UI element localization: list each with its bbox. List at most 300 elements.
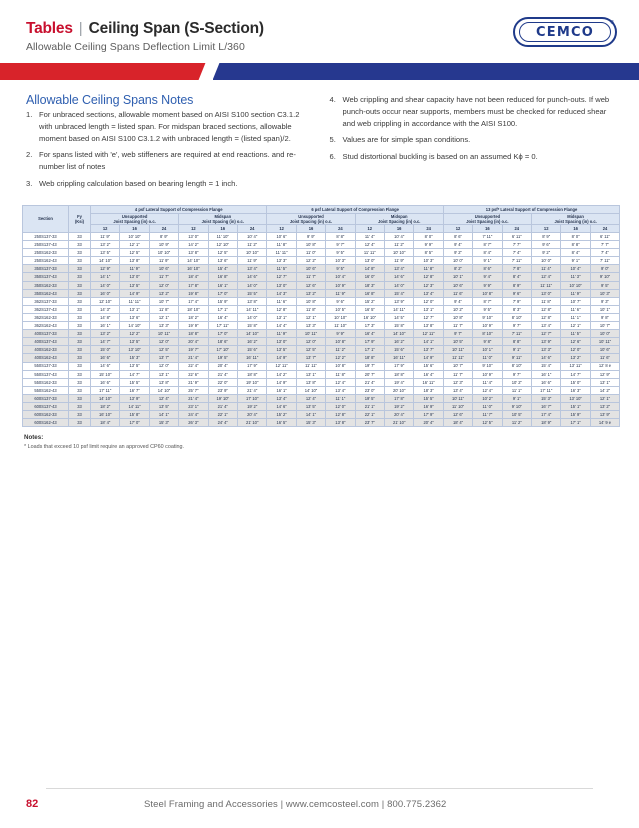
cell-span-value: 11' 11": [355, 249, 384, 257]
cell-span-value: 14' 11": [237, 305, 266, 313]
cell-span-value: 12' 2": [296, 257, 325, 265]
cell-span-value: 8' 7": [473, 241, 502, 249]
cell-span-value: 9' 3": [590, 297, 619, 305]
cell-span-value: 16' 6": [532, 378, 561, 386]
cell-span-value: 17' 8": [384, 394, 413, 402]
cell-span-value: 13' 1": [149, 370, 178, 378]
cell-span-value: 13' 4": [443, 386, 472, 394]
cell-span-value: 10' 10": [384, 249, 413, 257]
footer-text: Steel Framing and Accessories | www.cemcosteel.com | 800.775.2362: [144, 798, 447, 810]
cell-section: 350S162-33: [23, 281, 69, 289]
cell-span-value: 9' 6": [326, 297, 355, 305]
cell-span-value: 11' 2": [502, 419, 531, 427]
cell-span-value: 10' 0": [590, 330, 619, 338]
cell-span-value: 16' 1": [267, 386, 296, 394]
cell-span-value: 11' 8": [414, 265, 443, 273]
cell-span-value: 10' 9": [473, 370, 502, 378]
cell-span-value: 15' 6": [237, 346, 266, 354]
cell-span-value: 13' 4": [532, 322, 561, 330]
cell-span-value: 23' 0": [355, 386, 384, 394]
cell-span-value: 13' 10": [120, 346, 149, 354]
subgroup-header-3-2: Midspan Joist Spacing (in) o.c.: [532, 213, 620, 224]
cell-span-value: 20' 4": [208, 362, 237, 370]
cell-span-value: 21' 4": [208, 370, 237, 378]
cell-span-value: 10' 6": [149, 265, 178, 273]
cell-span-value: 17' 11": [91, 386, 120, 394]
cell-fy: 33: [69, 394, 91, 402]
cell-span-value: 13' 4": [237, 265, 266, 273]
cell-span-value: 12' 10": [208, 241, 237, 249]
cell-span-value: 12' 3": [414, 281, 443, 289]
note-item: [26, 149, 312, 173]
cell-span-value: 10' 4": [561, 265, 590, 273]
cell-span-value: 9' 8": [590, 313, 619, 321]
cell-span-value: 17' 10": [208, 346, 237, 354]
cell-span-value: 16' 4": [208, 313, 237, 321]
banner-red-segment: [0, 63, 206, 80]
cell-span-value: 13' 4": [414, 289, 443, 297]
subgroup-header-2-2: Midspan Joist Spacing (in) o.c.: [355, 213, 443, 224]
cell-span-value: 16' 8": [355, 289, 384, 297]
cell-span-value: 8' 10": [473, 330, 502, 338]
cell-span-value: 11' 4": [473, 378, 502, 386]
cell-span-value: 23' 9": [208, 386, 237, 394]
cell-span-value: 12' 8": [326, 411, 355, 419]
cell-span-value: 9' 1": [502, 346, 531, 354]
table-footnotes: [0, 427, 639, 450]
cell-span-value: 26' 3": [179, 419, 208, 427]
cell-span-value: 11' 2": [384, 241, 413, 249]
notes-column-left: [26, 93, 312, 195]
cell-span-value: 12' 1": [561, 322, 590, 330]
cell-span-value: 11' 7": [443, 322, 472, 330]
cell-span-value: 15' 4": [208, 265, 237, 273]
table-row: [23, 322, 620, 330]
cell-span-value: 12' 9": [590, 370, 619, 378]
cell-span-value: 15' 8": [384, 322, 413, 330]
cell-span-value: 13' 5": [120, 362, 149, 370]
cell-span-value: 9' 7": [502, 322, 531, 330]
cell-span-value: 13' 1": [267, 313, 296, 321]
cell-span-value: 21' 4": [237, 386, 266, 394]
cell-span-value: 11' 6": [267, 297, 296, 305]
table-row: [23, 346, 620, 354]
cell-span-value: 22' 1": [208, 411, 237, 419]
cell-span-value: 10' 10": [237, 249, 266, 257]
cell-span-value: 14' 5": [384, 313, 413, 321]
cell-span-value: 17' 0": [208, 330, 237, 338]
cell-span-value: 9' 4": [473, 273, 502, 281]
cell-span-value: 12' 5": [120, 249, 149, 257]
cell-span-value: 9' 2": [443, 249, 472, 257]
cell-section: 250S137-43: [23, 241, 69, 249]
page-footer: [0, 788, 639, 810]
cell-span-value: 11' 7": [473, 411, 502, 419]
cell-span-value: 11' 11": [120, 297, 149, 305]
cell-section: 350S137-33: [23, 265, 69, 273]
cell-span-value: 12' 11": [267, 362, 296, 370]
cell-span-value: 12' 8": [532, 305, 561, 313]
cell-span-value: 13' 8": [179, 249, 208, 257]
cell-span-value: 8' 4": [561, 249, 590, 257]
cell-span-value: 21' 4": [179, 394, 208, 402]
cell-span-value: 16' 6": [91, 378, 120, 386]
cell-span-value: 17' 8": [179, 281, 208, 289]
cell-section: 250S162-33: [23, 249, 69, 257]
notes-list-right: [330, 94, 616, 163]
table-row: [23, 305, 620, 313]
cell-span-value: 14' 8": [355, 265, 384, 273]
cell-span-value: 20' 10": [384, 386, 413, 394]
cell-span-value: 15' 5": [414, 394, 443, 402]
cell-span-value: 11' 7": [149, 273, 178, 281]
cell-span-value: 12' 7": [532, 330, 561, 338]
spacing-header: 24: [237, 224, 266, 232]
cell-span-value: 8' 9": [502, 281, 531, 289]
cell-span-value: 17' 9": [414, 411, 443, 419]
title-divider: |: [78, 20, 83, 37]
cell-span-value: 8' 0": [561, 233, 590, 241]
cell-span-value: 10' 8": [326, 362, 355, 370]
cell-fy: 33: [69, 419, 91, 427]
allowable-ceiling-spans-table: [22, 205, 620, 428]
cell-span-value: 16' 6": [91, 354, 120, 362]
cell-span-value: 19' 10": [208, 394, 237, 402]
cell-span-value: 14' 6": [91, 362, 120, 370]
cell-span-value: 14' 11": [120, 402, 149, 410]
cell-span-value: 10' 5": [502, 411, 531, 419]
cell-span-value: 20' 4": [414, 419, 443, 427]
cell-span-value: 17' 3": [355, 322, 384, 330]
cell-span-value: 17' 11": [208, 322, 237, 330]
cell-span-value: 9' 0": [590, 265, 619, 273]
cell-span-value: 12' 2": [326, 354, 355, 362]
cell-span-value: 10' 3": [326, 257, 355, 265]
footer-divider: [46, 788, 593, 789]
spacing-header: 16: [473, 224, 502, 232]
cell-fy: 33: [69, 273, 91, 281]
cell-section: 362S162-43: [23, 322, 69, 330]
cell-span-value: 10' 11": [149, 330, 178, 338]
cell-span-value: 11' 9": [237, 257, 266, 265]
cell-span-value: 13' 7": [149, 354, 178, 362]
table-row: [23, 330, 620, 338]
cell-span-value: 14' 11": [384, 305, 413, 313]
cell-fy: 33: [69, 362, 91, 370]
cell-span-value: 10' 0": [532, 257, 561, 265]
cell-span-value: 10' 0": [443, 257, 472, 265]
cell-span-value: 9' 1": [561, 257, 590, 265]
cell-span-value: 10' 9": [473, 322, 502, 330]
cell-span-value: 10' 7": [443, 362, 472, 370]
note-item: [330, 94, 616, 129]
cell-span-value: 14' 7": [120, 370, 149, 378]
cell-span-value: 14' 6": [532, 354, 561, 362]
cell-span-value: 8' 7": [473, 297, 502, 305]
cell-span-value: 14' 0": [91, 281, 120, 289]
cell-span-value: 20' 4": [384, 411, 413, 419]
spacing-header: 16: [561, 224, 590, 232]
cell-span-value: 12' 10": [91, 297, 120, 305]
cell-span-value: 8' 9": [149, 233, 178, 241]
cell-span-value: 13' 7": [296, 354, 325, 362]
cell-span-value: 12' 6": [561, 338, 590, 346]
cell-span-value: 8' 4": [502, 273, 531, 281]
cell-span-value: 14' 6": [267, 402, 296, 410]
cell-span-value: 18' 8": [179, 330, 208, 338]
cell-span-value: 9' 10": [473, 362, 502, 370]
cell-span-value: 12' 4": [355, 241, 384, 249]
cell-span-value: 10' 6": [296, 265, 325, 273]
cell-span-value: 11' 9": [120, 265, 149, 273]
cell-span-value: 12' 11": [414, 330, 443, 338]
cell-span-value: 13' 9": [120, 394, 149, 402]
cell-span-value: 13' 2": [590, 402, 619, 410]
cell-span-value: 18' 2": [91, 402, 120, 410]
cell-span-value: 11' 9": [267, 330, 296, 338]
cell-span-value: 13' 0": [179, 233, 208, 241]
spacing-header: 12: [179, 224, 208, 232]
cell-span-value: 16' 4": [355, 330, 384, 338]
cell-span-value: 14' 7": [561, 370, 590, 378]
cell-span-value: 13' 1": [590, 378, 619, 386]
cell-span-value: 17' 1": [355, 346, 384, 354]
cell-span-value: 6' 11": [590, 233, 619, 241]
cell-span-value: 17' 0": [208, 289, 237, 297]
cell-span-value: 11' 6": [561, 305, 590, 313]
cell-span-value: 19' 2": [237, 402, 266, 410]
cell-span-value: 11' 8": [326, 370, 355, 378]
cell-span-value: 16' 4": [414, 370, 443, 378]
cell-span-value: 16' 2": [237, 338, 266, 346]
cell-span-value: 13' 2": [296, 289, 325, 297]
cell-span-value: 8' 9": [532, 233, 561, 241]
cell-span-value: 9' 2": [532, 249, 561, 257]
cell-span-value: 11' 11": [296, 362, 325, 370]
cell-span-value: 10' 1": [590, 305, 619, 313]
cell-span-value: 13' 8": [237, 297, 266, 305]
cell-span-value: 11' 1": [561, 313, 590, 321]
cell-span-value: 18' 10": [179, 305, 208, 313]
cell-span-value: 9' 4": [443, 297, 472, 305]
cell-span-value: 10' 9": [149, 241, 178, 249]
cell-span-value: 11' 8": [296, 305, 325, 313]
cell-section: 600S137-43: [23, 402, 69, 410]
cell-fy: 33: [69, 265, 91, 273]
subgroup-header-1-2: Midspan Joist Spacing (in) o.c.: [179, 213, 267, 224]
cell-span-value: 10' 3": [590, 289, 619, 297]
cell-span-value: 11' 9": [326, 289, 355, 297]
note-number: 5.: [329, 135, 336, 145]
cell-span-value: 10' 8": [296, 241, 325, 249]
cell-span-value: 14' 6": [384, 273, 413, 281]
cell-span-value: 11' 7": [443, 370, 472, 378]
cell-span-value: 21' 1": [355, 402, 384, 410]
cell-span-value: 9' 5": [473, 305, 502, 313]
cell-span-value: 19' 7": [355, 362, 384, 370]
cell-span-value: 10' 8": [326, 338, 355, 346]
table-row: [23, 273, 620, 281]
cell-span-value: 11' 6": [443, 289, 472, 297]
cell-fy: 33: [69, 378, 91, 386]
cell-span-value: 12' 3": [443, 378, 472, 386]
note-text: Web crippling calculation based on bearing length = 1 inch.: [39, 178, 238, 188]
cell-span-value: 8' 6": [473, 265, 502, 273]
cell-span-value: 12' 0": [414, 297, 443, 305]
cell-span-value: 16' 5": [267, 419, 296, 427]
cell-span-value: 8' 3": [502, 305, 531, 313]
cell-span-value: 16' 2": [384, 338, 413, 346]
cell-span-value: 15' 3": [296, 419, 325, 427]
cell-span-value: 21' 4": [208, 402, 237, 410]
cell-span-value: 17' 11": [532, 386, 561, 394]
cell-span-value: 18' 4": [179, 273, 208, 281]
cell-span-value: 7' 7": [590, 241, 619, 249]
cell-span-value: 12' 5": [296, 346, 325, 354]
cell-span-value: 10' 2": [443, 305, 472, 313]
cell-span-value: 9' 10": [473, 313, 502, 321]
cell-span-value: 7' 11": [502, 330, 531, 338]
spacing-header: 24: [502, 224, 531, 232]
spacing-header: 12: [91, 224, 120, 232]
table-row: [23, 338, 620, 346]
col-header-fy: Fy (Ksi): [69, 205, 91, 232]
cell-span-value: 21' 10": [384, 419, 413, 427]
cell-span-value: 9' 8": [473, 338, 502, 346]
cell-span-value: 14' 0": [237, 313, 266, 321]
table-header-row-groups: [23, 205, 620, 213]
cell-span-value: 16' 8": [208, 273, 237, 281]
spacing-header: 24: [414, 224, 443, 232]
registered-trademark-icon: ®: [610, 20, 614, 26]
cell-span-value: 19' 5": [208, 354, 237, 362]
cell-span-value: 14' 4": [267, 322, 296, 330]
cell-span-value: 15' 8": [237, 322, 266, 330]
cell-span-value: 15' 1": [561, 402, 590, 410]
cell-span-value: 16' 5": [355, 305, 384, 313]
note-item: [26, 109, 312, 144]
cell-span-value: 18' 8": [384, 370, 413, 378]
cell-span-value: 7' 8": [502, 265, 531, 273]
cell-span-value: 13' 5": [120, 281, 149, 289]
cell-span-value: 13' 4": [267, 394, 296, 402]
note-number: 1.: [26, 110, 33, 119]
cell-span-value: 14' 1": [296, 411, 325, 419]
cell-span-value: 13' 5": [120, 338, 149, 346]
group-header-1: 4 psf Lateral Support of Compression Flange: [91, 205, 267, 213]
cell-span-value: 19' 4": [384, 378, 413, 386]
cell-fy: 33: [69, 241, 91, 249]
cell-span-value: 13' 3": [532, 346, 561, 354]
cell-fy: 33: [69, 289, 91, 297]
subgroup-header-2-1: Unsupported Joist Spacing (in) o.c.: [267, 213, 355, 224]
cell-span-value: 18' 6": [208, 338, 237, 346]
cell-span-value: 13' 2": [149, 289, 178, 297]
cell-span-value: 9' 9": [296, 233, 325, 241]
cell-span-value: 13' 3": [149, 322, 178, 330]
footnotes-list: [24, 444, 617, 450]
cell-span-value: 14' 3": [91, 305, 120, 313]
spacing-header: 16: [208, 224, 237, 232]
cell-span-value: 10' 11": [296, 330, 325, 338]
cell-span-value: 7' 11": [590, 257, 619, 265]
spacing-header: 12: [532, 224, 561, 232]
cell-span-value: 20' 7": [355, 370, 384, 378]
cell-fy: 33: [69, 313, 91, 321]
cell-span-value: 9' 9": [473, 281, 502, 289]
cell-span-value: 13' 2": [91, 330, 120, 338]
cell-span-value: 22' 1": [355, 411, 384, 419]
cell-span-value: 13' 1": [296, 370, 325, 378]
cell-span-value: 16' 3": [561, 386, 590, 394]
page-subtitle: Allowable Ceiling Spans Deflection Limit L/360: [26, 41, 245, 53]
logo-wordmark: CEMCO: [536, 24, 594, 40]
note-text: For spans listed with 'e', web stiffeners are required at end reactions. and re-number list of notes: [39, 150, 296, 172]
cell-span-value: 19' 8": [179, 289, 208, 297]
cell-section: 550S162-43: [23, 386, 69, 394]
cell-span-value: 10' 10": [326, 313, 355, 321]
cell-span-value: 11' 1": [502, 386, 531, 394]
cell-span-value: 14' 10": [149, 386, 178, 394]
table-body: [23, 233, 620, 427]
cell-span-value: 12' 0": [561, 346, 590, 354]
cell-span-value: 12' 9": [91, 265, 120, 273]
cell-span-value: 22' 0": [208, 378, 237, 386]
note-text: Values are for simple span conditions.: [342, 135, 471, 145]
cell-span-value: 14' 2": [267, 370, 296, 378]
cell-span-value: 21' 4": [179, 354, 208, 362]
cell-span-value: 12' 1": [590, 394, 619, 402]
cell-span-value: 13' 3": [267, 257, 296, 265]
cell-span-value: 8' 6": [443, 233, 472, 241]
cell-span-value: 13' 4": [384, 265, 413, 273]
cell-span-value: 17' 9": [355, 338, 384, 346]
cell-span-value: 13' 9": [384, 297, 413, 305]
cell-span-value: 10' 11": [590, 338, 619, 346]
cell-span-value: 13' 0": [267, 338, 296, 346]
cell-span-value: 9' 9": [414, 241, 443, 249]
cell-span-value: 18' 9": [532, 419, 561, 427]
table-header-row-spacings: [23, 224, 620, 232]
footnote-item: * Loads that exceed 10 psf limit require an approved CP60 coating.: [24, 444, 185, 451]
cell-fy: 33: [69, 411, 91, 419]
table-row: [23, 394, 620, 402]
cell-span-value: 10' 9": [326, 281, 355, 289]
cell-span-value: 10' 4": [384, 233, 413, 241]
cell-section: 600S162-43: [23, 419, 69, 427]
cell-span-value: 10' 2": [473, 394, 502, 402]
cell-span-value: 24' 4": [179, 411, 208, 419]
cell-fy: 33: [69, 305, 91, 313]
cell-span-value: 13' 10": [561, 394, 590, 402]
table-row: [23, 241, 620, 249]
cell-span-value: 11' 10": [208, 233, 237, 241]
cell-span-value: 12' 8": [414, 273, 443, 281]
cell-span-value: 12' 5": [149, 346, 178, 354]
cell-span-value: 20' 4": [237, 411, 266, 419]
cell-section: 600S137-33: [23, 394, 69, 402]
cell-span-value: 10' 8": [473, 289, 502, 297]
cell-section: 550S162-33: [23, 378, 69, 386]
cell-section: 362S137-33: [23, 297, 69, 305]
cell-span-value: 9' 6": [532, 241, 561, 249]
cell-span-value: 7' 11": [502, 257, 531, 265]
cell-span-value: 16' 0": [355, 273, 384, 281]
cell-span-value: 25' 7": [179, 386, 208, 394]
note-text: Stud distortional buckling is based on an assumed Kϕ = 0.: [342, 152, 538, 162]
cell-span-value: 15' 9": [561, 411, 590, 419]
cell-span-value: 7' 4": [502, 249, 531, 257]
